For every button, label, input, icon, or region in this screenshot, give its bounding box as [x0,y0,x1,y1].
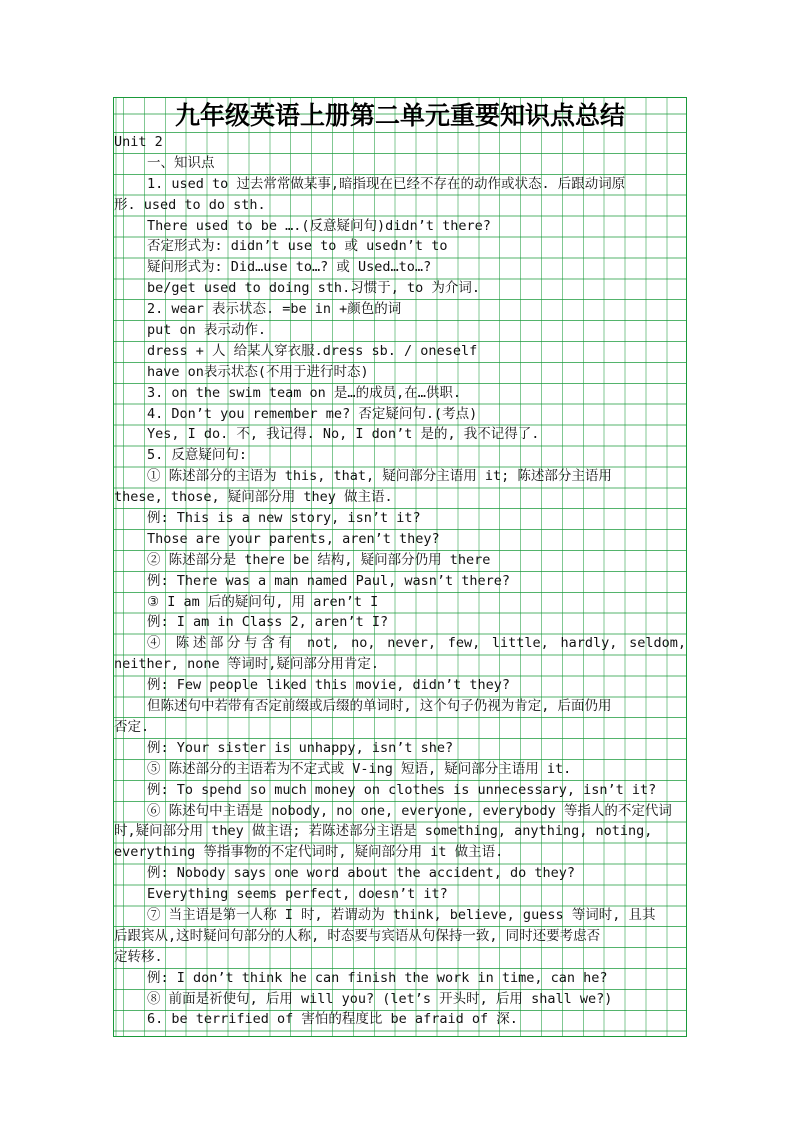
text-line: 否定形式为: didn’t use to 或 usedn’t to [147,238,448,255]
text-line: 1. used to 过去常常做某事,暗指现在已经不存在的动作或状态. 后跟动词原 [147,175,626,192]
text-line: 例: I don’t think he can finish the work in time, can he? [147,969,608,986]
text-line: 3. on the swim team on 是…的成员,在…供职. [147,384,461,401]
text-line: everything 等指事物的不定代词时, 疑问部分用 it 做主语. [114,844,504,861]
text-line: have on表示状态(不用于进行时态) [147,363,369,380]
text-line: ④ 陈述部分与含有 not, no, never, few, little, hardly, seldom, [147,635,686,652]
text-line: ⑦ 当主语是第一人称 I 时, 若谓动为 think, believe, guess 等词时, 且其 [147,906,656,923]
text-line: Unit 2 [114,134,163,150]
text-line: 例: There was a man named Paul, wasn’t there? [147,572,510,589]
text-line: ③ I am 后的疑问句, 用 aren’t I [147,593,379,610]
text-line: 6. be terrified of 害怕的程度比 be afraid of 深. [147,1011,518,1028]
text-line: 例: I am in Class 2, aren’t I? [147,614,389,631]
text-line: 时,疑问部分用 they 做主语; 若陈述部分主语是 something, anything, noting, [114,823,653,840]
text-line: 定转移. [114,948,163,965]
text-line: ⑧ 前面是祈使句, 后用 will you? (let’s 开头时, 后用 shall we?) [147,990,613,1007]
text-line: ⑥ 陈述句中主语是 nobody, no one, everyone, everybody 等指人的不定代词 [147,802,672,819]
text-line: Those are your parents, aren’t they? [147,530,440,547]
text-line: 但陈述句中若带有否定前缀或后缀的单词时, 这个句子仍视为肯定, 后面仍用 [147,698,612,715]
text-line: 2. wear 表示状态. =be in +颜色的词 [147,301,402,318]
text-line: neither, none 等词时,疑问部分用肯定. [114,656,380,673]
text-line: ⑤ 陈述部分的主语若为不定式或 V-ing 短语, 疑问部分主语用 it. [147,760,572,777]
text-line: 4. Don’t you remember me? 否定疑问句.(考点) [147,405,478,422]
text-line: 5. 反意疑问句: [147,447,248,464]
text-line: 例: Your sister is unhappy, isn’t she? [147,739,454,756]
text-line: 疑问形式为: Did…use to…? 或 Used…to…? [147,259,432,276]
text-line: ② 陈述部分是 there be 结构, 疑问部分仍用 there [147,551,491,568]
text-line: Yes, I do. 不, 我记得. No, I don’t 是的, 我不记得了. [147,426,540,443]
text-line: 例: Few people liked this movie, didn’t they? [147,677,510,694]
document-page [113,97,687,1037]
text-line: 后跟宾从,这时疑问句部分的人称, 时态要与宾语从句保持一致, 同时还要考虑否 [114,927,601,944]
text-line: Everything seems perfect, doesn’t it? [147,886,448,903]
text-line: 一、知识点 [147,154,215,171]
text-line: ① 陈述部分的主语为 this, that, 疑问部分主语用 it; 陈述部分主语用 [147,468,612,485]
text-line: be/get used to doing sth.习惯于, to 为介词. [147,280,480,297]
text-line: 否定. [114,718,150,735]
text-line: put on 表示动作. [147,322,267,339]
text-line: 例: This is a new story, isn’t it? [147,510,421,527]
text-line: 形. used to do sth. [114,196,266,213]
document-title: 九年级英语上册第二单元重要知识点总结 [174,101,625,130]
text-line: 例: To spend so much money on clothes is unnecessary, isn’t it? [147,781,657,798]
text-line: dress + 人 给某人穿衣服.dress sb. / oneself [147,342,478,359]
text-line: 例: Nobody says one word about the accident, do they? [147,865,576,882]
document-body [114,132,686,1030]
text-line: these, those, 疑问部分用 they 做主语. [114,489,393,506]
text-line: There used to be ….(反意疑问句)didn’t there? [147,217,491,234]
